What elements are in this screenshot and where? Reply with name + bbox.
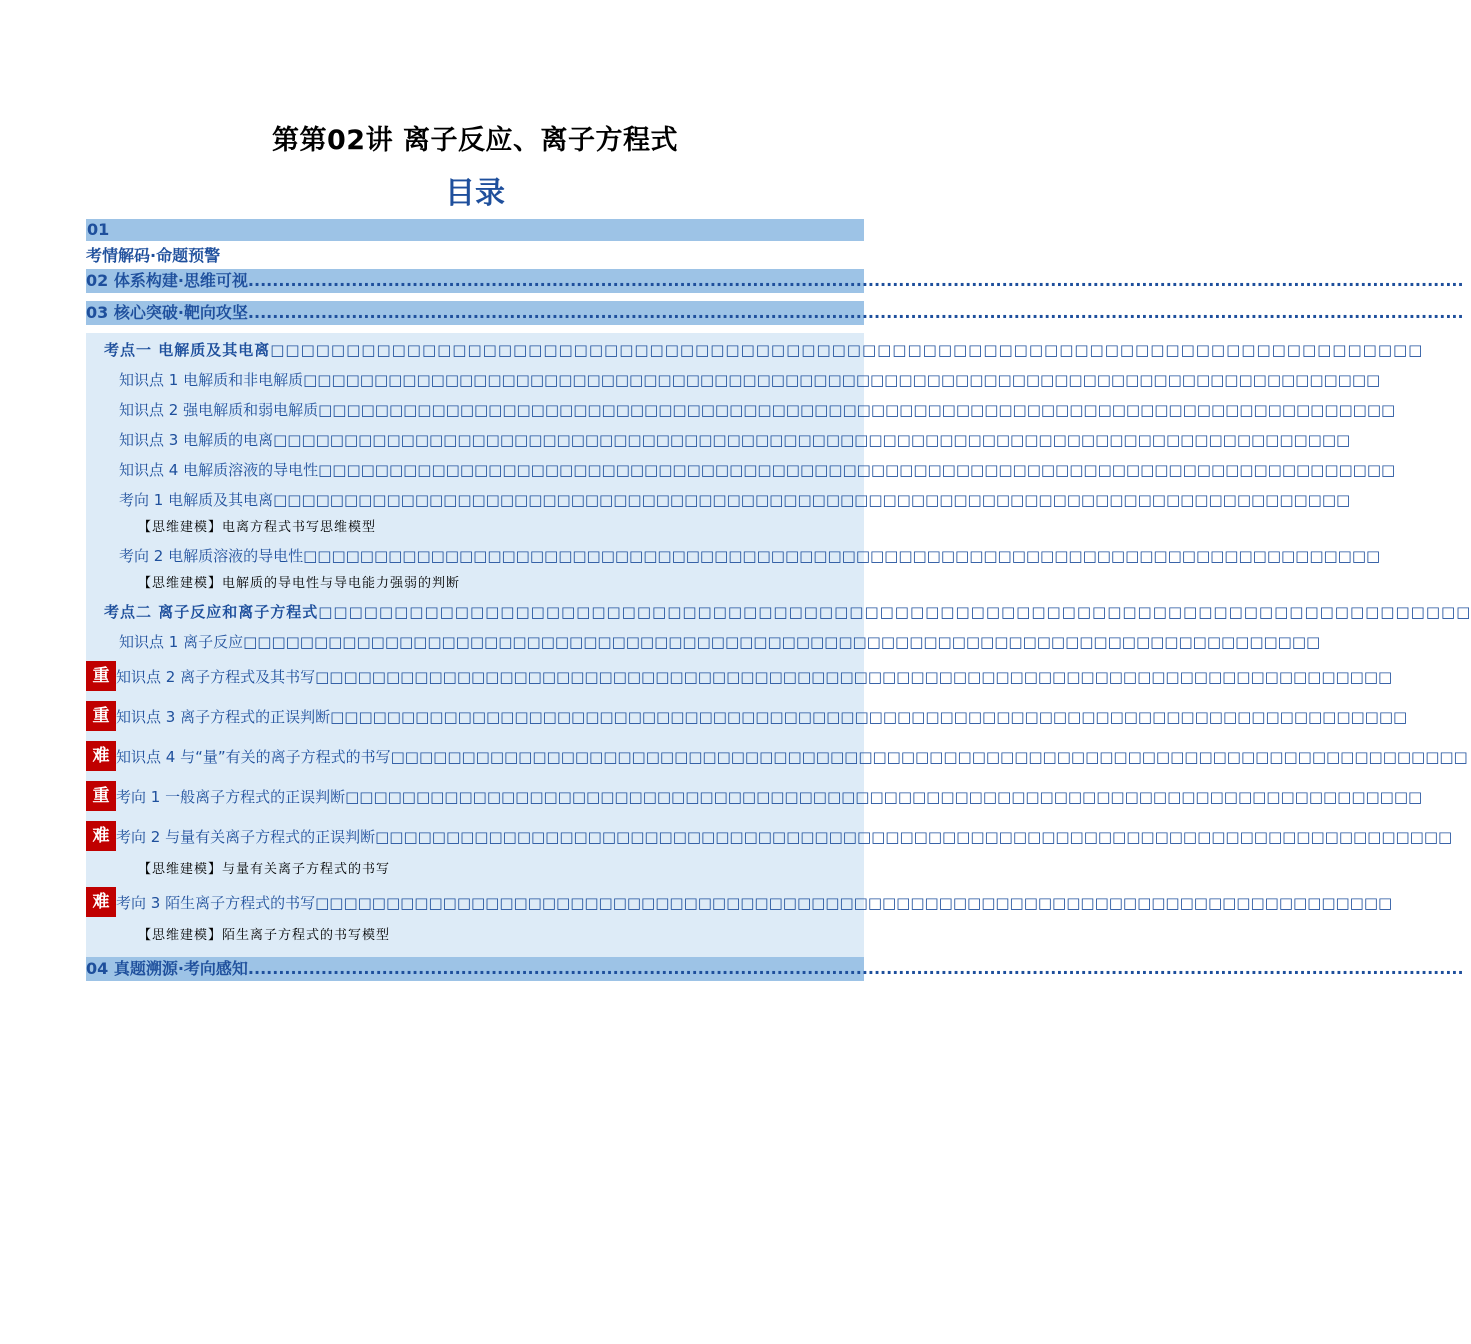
leader-dots: ........................................................................................................................................................................................................ — [247, 271, 1464, 290]
key-point-badge: 重 — [86, 661, 116, 691]
leader-dots: ........................................................................................................................................................................................................ — [247, 959, 1464, 978]
toc-entry[interactable]: 知识点 1 离子反应□□□□□□□□□□□□□□□□□□□□□□□□□□□□□□□□□□□□□□□□□□□□□□□□□□□□□□□□□□□□□□□□□□□□□□□□□□□□ — [119, 633, 1321, 651]
toc-entry[interactable]: 知识点 2 强电解质和弱电解质□□□□□□□□□□□□□□□□□□□□□□□□□□□□□□□□□□□□□□□□□□□□□□□□□□□□□□□□□□□□□□□□□□□□□□□□□□□□ — [119, 401, 1396, 419]
toc-entry[interactable]: 难 考向 3 陌生离子方程式的书写□□□□□□□□□□□□□□□□□□□□□□□□□□□□□□□□□□□□□□□□□□□□□□□□□□□□□□□□□□□□□□□□□□□□□□□□□□□□ — [86, 883, 864, 923]
toc-entry[interactable]: 难 考向 2 与量有关离子方程式的正误判断□□□□□□□□□□□□□□□□□□□□□□□□□□□□□□□□□□□□□□□□□□□□□□□□□□□□□□□□□□□□□□□□□□□□□□□□□□□□ — [86, 817, 864, 857]
toc-entry[interactable]: 难 知识点 4 与“量”有关的离子方程式的书写□□□□□□□□□□□□□□□□□□□□□□□□□□□□□□□□□□□□□□□□□□□□□□□□□□□□□□□□□□□□□□□□□□□□□□□□□□□□ — [86, 737, 864, 777]
difficult-point-badge: 难 — [86, 887, 116, 917]
toc-entry[interactable]: 考向 1 电解质及其电离□□□□□□□□□□□□□□□□□□□□□□□□□□□□□□□□□□□□□□□□□□□□□□□□□□□□□□□□□□□□□□□□□□□□□□□□□□□□ — [119, 491, 1351, 509]
toc-entry[interactable]: 知识点 1 电解质和非电解质□□□□□□□□□□□□□□□□□□□□□□□□□□□□□□□□□□□□□□□□□□□□□□□□□□□□□□□□□□□□□□□□□□□□□□□□□□□□ — [119, 371, 1381, 389]
toc-subentry[interactable]: 【思维建模】电解质的导电性与导电能力强弱的判断 — [138, 576, 461, 591]
toc-heading: 目录 — [445, 176, 505, 211]
toc-subentry[interactable]: 【思维建模】与量有关离子方程式的书写 — [138, 862, 391, 877]
toc-entry[interactable]: 知识点 3 电解质的电离□□□□□□□□□□□□□□□□□□□□□□□□□□□□□□□□□□□□□□□□□□□□□□□□□□□□□□□□□□□□□□□□□□□□□□□□□□□□ — [119, 431, 1351, 449]
section-03-contents — [86, 333, 1471, 957]
toc-subentry[interactable]: 【思维建模】电离方程式书写思维模型 — [138, 520, 377, 535]
section-02-label: 02 体系构建·思维可视 — [86, 271, 248, 290]
document-title: 第第02讲 离子反应、离子方程式 — [272, 125, 678, 156]
section-01-bar[interactable] — [86, 219, 864, 241]
key-point-badge: 重 — [86, 781, 116, 811]
toc-entry[interactable]: 重 知识点 2 离子方程式及其书写□□□□□□□□□□□□□□□□□□□□□□□□□□□□□□□□□□□□□□□□□□□□□□□□□□□□□□□□□□□□□□□□□□□□□□□□□□□□ — [86, 657, 864, 697]
difficult-point-badge: 难 — [86, 821, 116, 851]
toc-entry[interactable]: 考点二 离子反应和离子方程式□□□□□□□□□□□□□□□□□□□□□□□□□□□□□□□□□□□□□□□□□□□□□□□□□□□□□□□□□□□□□□□□□□□□□□□□□□□□ — [104, 603, 1471, 621]
section-03-label: 03 核心突破·靶向攻坚 — [86, 303, 248, 322]
toc-entry[interactable]: 重 考向 1 一般离子方程式的正误判断□□□□□□□□□□□□□□□□□□□□□□□□□□□□□□□□□□□□□□□□□□□□□□□□□□□□□□□□□□□□□□□□□□□□□□□□□□□□ — [86, 777, 864, 817]
section-01-label[interactable]: 考情解码·命题预警 — [86, 246, 221, 265]
key-point-badge: 重 — [86, 701, 116, 731]
table-of-contents — [86, 219, 1471, 981]
toc-entry[interactable]: 考向 2 电解质溶液的导电性□□□□□□□□□□□□□□□□□□□□□□□□□□□□□□□□□□□□□□□□□□□□□□□□□□□□□□□□□□□□□□□□□□□□□□□□□□□□ — [119, 547, 1381, 565]
leader-dots: ........................................................................................................................................................................................................ — [247, 303, 1464, 322]
toc-entry[interactable]: 知识点 4 电解质溶液的导电性□□□□□□□□□□□□□□□□□□□□□□□□□□□□□□□□□□□□□□□□□□□□□□□□□□□□□□□□□□□□□□□□□□□□□□□□□□□□ — [119, 461, 1396, 479]
difficult-point-badge: 难 — [86, 741, 116, 771]
section-03-bar[interactable] — [86, 301, 1464, 325]
toc-entry[interactable]: 考点一 电解质及其电离□□□□□□□□□□□□□□□□□□□□□□□□□□□□□□□□□□□□□□□□□□□□□□□□□□□□□□□□□□□□□□□□□□□□□□□□□□□□ — [104, 341, 1424, 359]
section-01-number: 01 — [87, 220, 110, 239]
section-02-bar[interactable] — [86, 269, 1464, 293]
section-04-bar[interactable] — [86, 957, 1464, 981]
toc-subentry[interactable]: 【思维建模】陌生离子方程式的书写模型 — [138, 928, 391, 943]
toc-entry[interactable]: 重 知识点 3 离子方程式的正误判断□□□□□□□□□□□□□□□□□□□□□□□□□□□□□□□□□□□□□□□□□□□□□□□□□□□□□□□□□□□□□□□□□□□□□□□□□□□□ — [86, 697, 864, 737]
section-04-label: 04 真题溯源·考向感知 — [86, 959, 248, 978]
